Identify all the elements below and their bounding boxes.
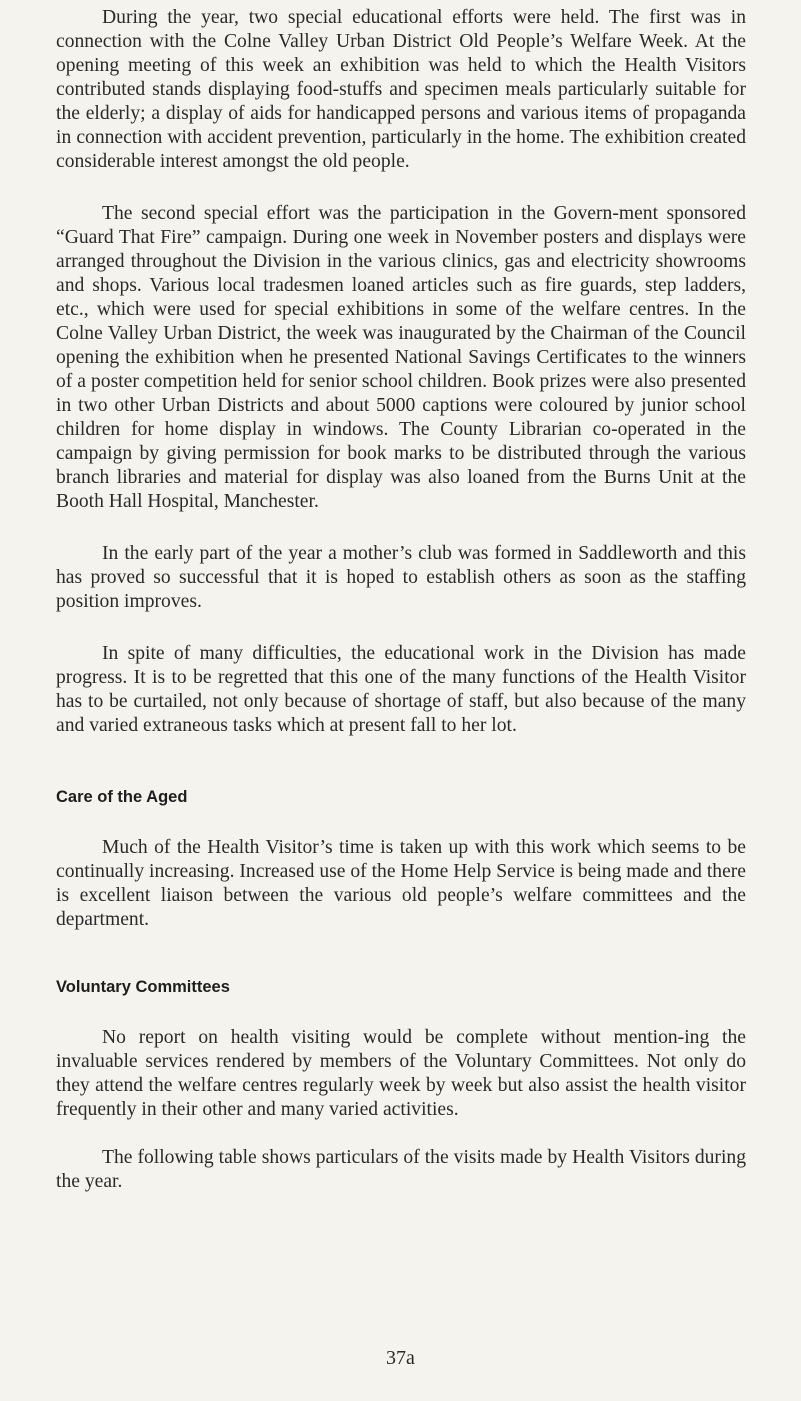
paragraph-care-of-the-aged: Much of the Health Visitor’s time is taken up with this work which seems to be continually increasing. Increased use of the Home Help Service is being made and there is excellent liaison between the various old people’s welfare committees and the department. <box>56 837 746 930</box>
heading-voluntary-committees: Voluntary Committees <box>56 978 230 996</box>
paragraph-educational-efforts: During the year, two special educational efforts were held. The first was in connection with the Colne Valley Urban District Old People’s Welfare Week. At the opening meeting of this week an exhibition was held to which the Health Visitors contributed stands displaying food-stuffs and specimen meals particularly suitable for the elderly; a display of aids for handicapped persons and various items of propaganda in connection with accident prevention, particularly in the home. The exhibition created considerable interest amongst the old people. <box>56 7 746 172</box>
paragraph-mothers-club: In the early part of the year a mother’s club was formed in Saddleworth and this has proved so successful that it is hoped to establish others as soon as the staffing position improves. <box>56 543 746 612</box>
paragraph-voluntary-committees: No report on health visiting would be complete without mention-ing the invaluable services rendered by members of the Voluntary Committees. Not only do they attend the welfare centres regularly week by week but also assist the health visitor frequently in their other and many varied activities. <box>56 1027 746 1120</box>
paragraph-guard-that-fire: The second special effort was the participation in the Govern-ment sponsored “Guard That Fire” campaign. During one week in November posters and displays were arranged throughout the Division in the various clinics, gas and electricity showrooms and shops. Various local tradesmen loaned articles such as fire guards, step ladders, etc., which were used for special exhibitions in some of the welfare centres. In the Colne Valley Urban District, the week was inaugurated by the Chairman of the Council opening the exhibition when he presented National Savings Certificates to the winners of a poster competition held for senior school children. Book prizes were also presented in two other Urban Districts and about 5000 captions were coloured by junior school children for home display in windows. The County Librarian co-operated in the campaign by giving permission for book marks to be distributed through the various branch libraries and material for display was also loaned from the Burns Unit at the Booth Hall Hospital, Manchester. <box>56 203 746 512</box>
page-number: 37a <box>386 1347 415 1369</box>
document-page <box>56 6 746 1194</box>
paragraph-table-intro: The following table shows particulars of the visits made by Health Visitors during the year. <box>56 1147 746 1192</box>
heading-care-of-the-aged: Care of the Aged <box>56 788 188 806</box>
paragraph-difficulties: In spite of many difficulties, the educational work in the Division has made progress. It is to be regretted that this one of the many functions of the Health Visitor has to be curtailed, not only because of shortage of staff, but also because of the many and varied extraneous tasks which at present fall to her lot. <box>56 643 746 736</box>
